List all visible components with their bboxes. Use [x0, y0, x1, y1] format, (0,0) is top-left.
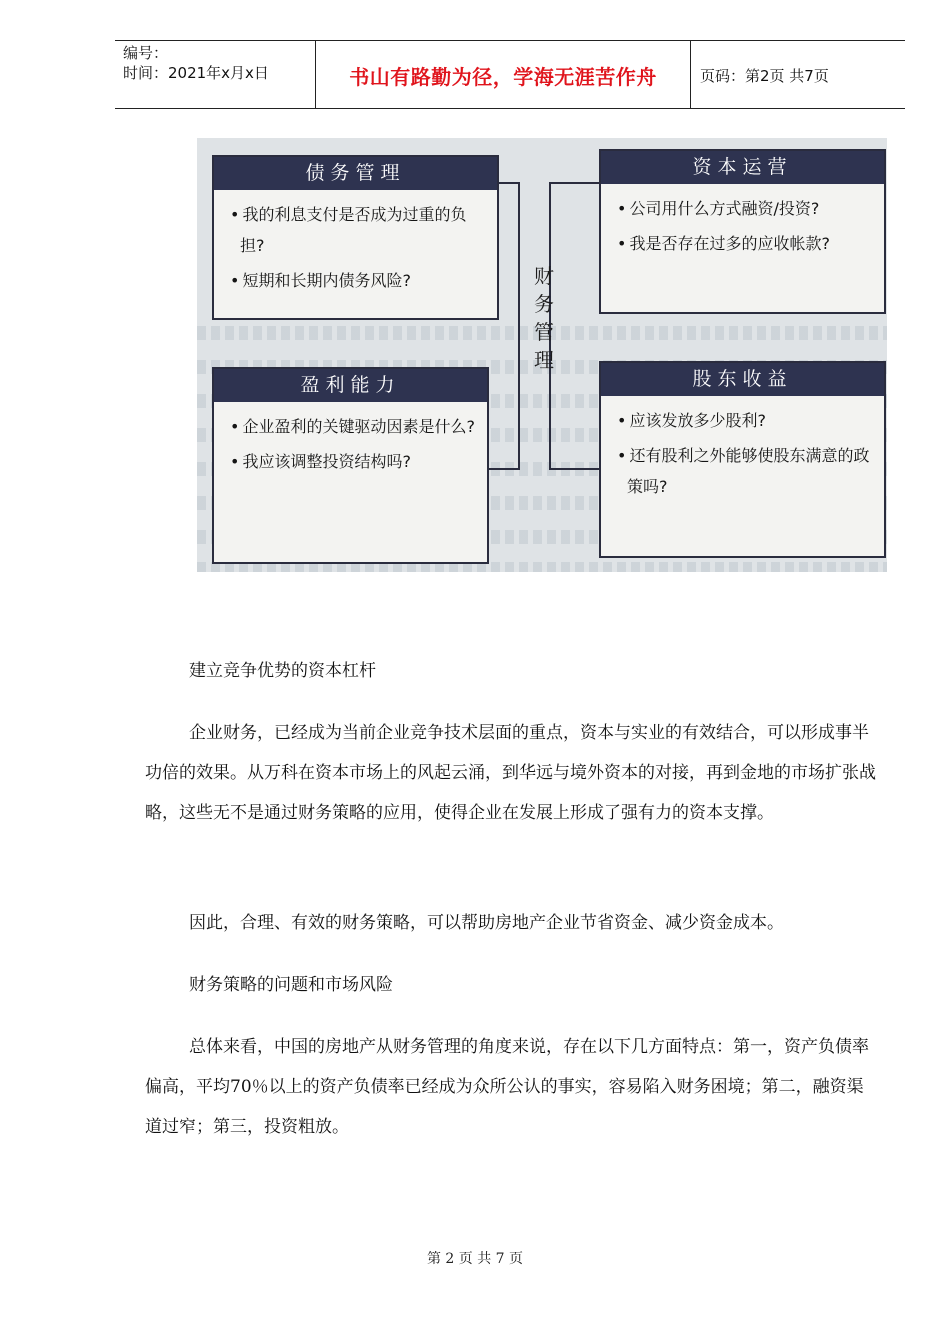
box-item: • 公司用什么方式融资/投资? — [617, 193, 876, 224]
shareholder-return-box — [599, 361, 886, 558]
page-footer: 第 2 页 共 7 页 — [426, 1251, 524, 1267]
paragraph: 企业财务，已经成为当前企业竞争技术层面的重点，资本与实业的有效结合，可以形成事半功倍的效果。从万科在资本市场上的风起云涌，到华远与境外资本的对接，再到金地的市场扩张战略，这些无不是通过财务策略的应用，使得企业在发展上形成了强有力的资本支撑。 — [145, 723, 876, 823]
box-item: • 应该发放多少股利? — [617, 405, 876, 436]
profitability-box — [212, 367, 489, 564]
financial-management-diagram — [197, 138, 887, 572]
paragraph: 总体来看，中国的房地产从财务管理的角度来说，存在以下几方面特点：第一，资产负债率偏高，平均70％以上的资产负债率已经成为众所公认的事实，容易陷入财务困境；第二，融资渠道过窄；第三，投资粗放。 — [145, 1037, 869, 1137]
box-body — [230, 199, 489, 300]
box-item: • 我是否存在过多的应收帐款? — [617, 228, 876, 259]
header-motto: 书山有路勤为径，学海无涯苦作舟 — [349, 65, 657, 89]
center-char: 理 — [534, 348, 554, 372]
box-item: • 我应该调整投资结构吗? — [230, 446, 479, 477]
section-heading: 财务策略的问题和市场风险 — [189, 975, 393, 995]
center-char: 务 — [534, 292, 554, 316]
connector-line — [518, 182, 520, 468]
box-item: • 短期和长期内债务风险? — [230, 265, 489, 296]
header-meta — [123, 43, 318, 83]
box-body — [617, 193, 876, 263]
box-title: 资本运营 — [601, 151, 884, 184]
page-header — [115, 40, 905, 109]
connector-line — [549, 468, 601, 470]
header-divider — [690, 41, 691, 108]
box-title: 债务管理 — [214, 157, 497, 190]
box-body — [617, 405, 876, 506]
box-title: 股东收益 — [601, 363, 884, 396]
box-item: • 我的利息支付是否成为过重的负担? — [230, 199, 489, 261]
code-label: 编号： — [123, 44, 169, 62]
box-item: • 还有股利之外能够使股东满意的政策吗? — [617, 440, 876, 502]
debt-management-box — [212, 155, 499, 320]
center-label — [527, 262, 561, 374]
capital-operation-box — [599, 149, 886, 314]
connector-line — [549, 182, 601, 184]
box-title: 盈利能力 — [214, 369, 487, 402]
paragraph: 因此，合理、有效的财务策略，可以帮助房地产企业节省资金、减少资金成本。 — [189, 913, 784, 933]
box-body — [230, 411, 479, 481]
center-char: 管 — [534, 320, 554, 344]
section-heading: 建立竞争优势的资本杠杆 — [189, 661, 376, 681]
box-item: • 企业盈利的关键驱动因素是什么? — [230, 411, 479, 442]
header-page-info: 页码：第2页 共7页 — [700, 67, 829, 85]
time-label: 时间：2021年x月x日 — [123, 64, 269, 82]
center-char: 财 — [534, 264, 554, 288]
